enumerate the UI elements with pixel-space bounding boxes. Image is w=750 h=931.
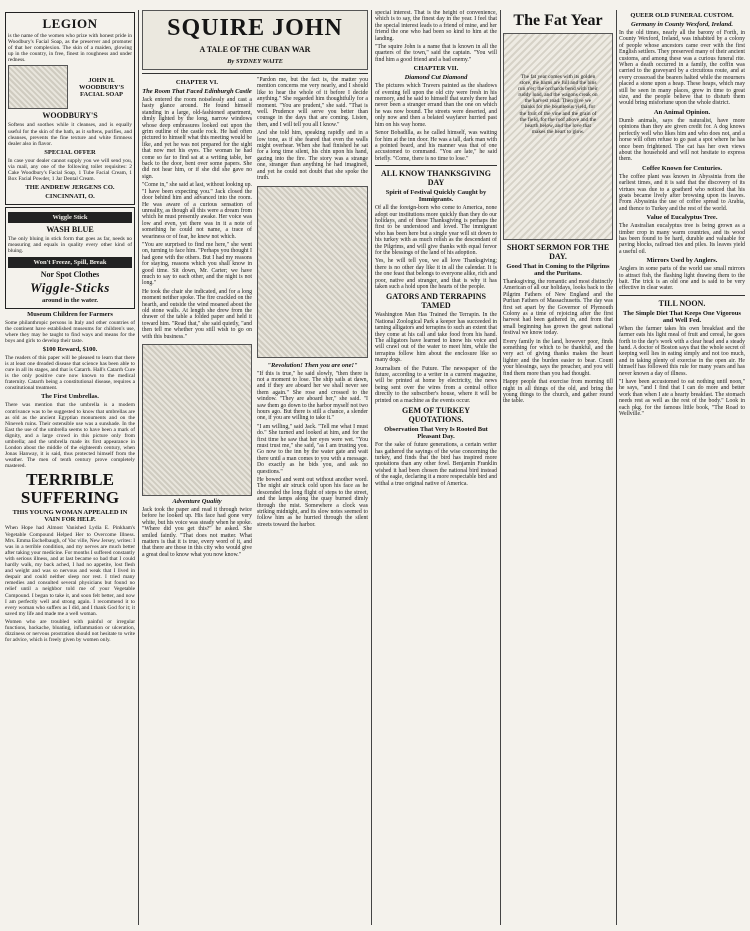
ad-offer-body: In case your dealer cannot supply you we will send you, via mail, any one of the following toilet requisites: 2 Cake Woodbury's Facial Soap, 1 Tube Facial Cream, 1 Box Facial Powder, 1 Jar Dental Cream. [8, 157, 132, 183]
story-illustration [142, 344, 252, 496]
section4-sub: Good That in Coming to the Pilgrims and the Puritans. [506, 263, 610, 277]
reward-body: The readers of this paper will be pleased to learn that there is at least one dreaded disease that science has been able to cure in all its stages, and that is Catarrh. Hall's Catarrh Cure is the only positive cure now known to the medical fraternity. Catarrh being a constitutional disease, requires a constitutional treatment. [5, 354, 135, 392]
byline: By SYDNEY WAITE [227, 58, 283, 65]
story-text-1: Jack entered the room noiselessly and cast a hasty glance around. He found himself standing in a large, old-fashioned apartment, dimly lighted by the long, narrow windows whose deep embrasures looked out upon the grim outline of the castle rock. He had often pictured to himself what this meeting would be like, and yet he was not prepared for the sight that now met his eyes. The woman he had come so far to find sat at a writing table, her back to the door, bent over some papers. She did not hear him, or if she did she gave no sign. [142, 97, 252, 180]
new-sub: The Simple Diet That Keeps One Vigorous and Well Fed. [623, 309, 741, 324]
ad-company: THE ANDREW JERGENS CO. [25, 184, 115, 192]
divider [375, 165, 497, 166]
section2-head: GATORS AND TERRAPINS TAMED [385, 292, 487, 311]
column-4 [503, 10, 613, 925]
animal-head: An Animal Opinion. [653, 108, 711, 116]
divider [142, 73, 368, 74]
masthead-title: SQUIRE JOHN [167, 15, 343, 41]
story-text-5: Jack took the paper and read it through twice before he looked up. His face had gone very white, but his voice was steady when he spoke. "Where did you get this?" he asked. She smiled faintly. "That does not matter. What matters is that it is true, every word of it, and that there are those in this city who would give a great deal to know what you now know." [142, 507, 252, 558]
new-title: TILL NOON. [658, 298, 706, 308]
ad-body: Softens and soothes while it cleanses, and is equally useful for the skin of the bath, as it softens, purifies, and cleanses, prevents the fine texture and white firmness dealer also in flavor. [8, 122, 132, 147]
terrible-head: TERRIBLE SUFFERING [20, 470, 120, 508]
section1-body: Of all the foreign-born who come to America, none adopt our institutions more quickly than they do our holidays, and of these Thanksgiving is perhaps the first to be understood and loved. The immigrant who has been here but a single year will sit down to his turkey with as much relish as the descendant of the Pilgrims, and will give thanks with equal fervor for the blessings of the land of his adoption. [375, 205, 497, 256]
section4-body-2: Every family in the land, however poor, finds something for which to be thankful, and the very act of giving thanks makes the heart lighter and the burden easier to bear. Count your blessings, says the preacher, and you will find them more than you had thought. [503, 338, 613, 377]
fat-year-poem-illustration [503, 33, 613, 240]
story-text-6: "Pardon me, but the fact is, the matter you mention concerns me very nearly, and I should like to hear the whole of it before I decide anything." She regarded him thoughtfully for a moment. "You are prudent," she said. "That is well. Prudence will serve you better than courage in the days that are coming. Listen, then, and I will tell you all I know." [257, 77, 368, 128]
mirrors-head: Mirrors Used by Anglers. [646, 257, 718, 265]
eucalyptus-body: The Australian eucalyptus tree is being grown as a timber crop in many warm countries, and its wood has been found to be hard, durable and valuable for paving blocks, railroad ties and piles. Its leaves yield a useful oil. [619, 223, 745, 255]
column-rule [500, 10, 501, 925]
fat-year-title: The Fat Year [513, 12, 603, 29]
wiggle-mid: Nor Spot Clothes [40, 269, 100, 279]
mirrors-body: Anglers in some parts of the world use small mirrors to attract fish, the flashing light drawing them to the bait. The trick is an old one and is said to be very effective in clear water. [619, 266, 745, 292]
section4-body-3: Happy people that exercise from morning till night in all things of the old, and bring the young things to the church, and gather round the table. [503, 379, 613, 405]
section1-body-2: Yes, he will tell you, we all love Thanksgiving; there is no other day like it in all the calendar. It is the one feast that belongs to everyone alike, rich and poor, native and stranger, and that is why it has taken such a hold upon the hearts of the people. [375, 258, 497, 290]
ad-offer: SPECIAL OFFER [44, 148, 96, 156]
story-continued-2: "The squire John is a name that is known in all the quarters of the town," said the captain. "You will find him a good friend and a bad enemy." [375, 44, 497, 63]
section1-head: ALL KNOW THANKSGIVING DAY [381, 169, 491, 188]
new-body-2: "I have been accustomed to eat nothing until noon," he says, "and I find that I can do more and better work than when I ate a hearty breakfast. The stomach needs rest as well as the rest of the body." Look in each pkg. for the famous little book, "The Road to Wellville." [619, 379, 745, 418]
masthead-subtitle: A TALE OF THE CUBAN WAR [199, 45, 311, 54]
fat-year-poem: The fat year comes with its golden store, the barns are full and the bins run o'er; the orchards bend with their ruddy load, and the wagons creak on the harvest road. Then give we thanks for the bounteous yield, for the fruit of the vine and the grain of the field, for the roof above and the hearth below, and the love that makes the heart to glow. [518, 74, 598, 135]
soap-box-image [8, 65, 68, 109]
column-2 [142, 10, 368, 925]
queer-sub: Germany in County Wexford, Ireland. [631, 21, 733, 28]
column-1 [5, 10, 135, 925]
wiggle-line: Won't Freeze, Spill, Break [8, 257, 132, 268]
section1-sub: Spirit of Festival Quickly Caught by Immigrants. [385, 189, 487, 204]
story-column-b [257, 77, 368, 917]
section2-body-2: Journalism of the Future. The newspaper of the future, according to a writer in a current magazine, will be printed at home by electricity, the news being sent over the wires from a central office directly to the subscriber's house, where it will be printed on a machine as the events occur. [375, 365, 497, 404]
coffee-body: The coffee plant was known in Abyssinia from the earliest times, and it is said that the discovery of its virtues was due to a goatherd who noticed that his goats became lively after browsing upon its leaves. From Abyssinia the use of coffee spread to Arabia, and thence to Turkey and the rest of the world. [619, 173, 745, 212]
wiggle-stick-ad [5, 207, 135, 308]
eucalyptus-head: Value of Eucalyptus Tree. [646, 214, 718, 222]
chapter-title: The Room That Faced Edinburgh Castle [142, 88, 252, 95]
wiggle-big: Wiggle-Sticks [30, 279, 110, 295]
story-text-4: He took the chair she indicated, and for a long moment neither spoke. The fire crackled on the hearth, and outside the wind moaned about the old stone walls. At length she drew from the drawer of the table a folded paper and held it toward him. "Read that," she said quietly, "and then tell me whether you still wish to go on with this business." [142, 288, 252, 340]
section4-body: Thanksgiving, the romantic and most distinctly American of all our holidays, looks back to the Pilgrim Fathers of New England and the Puritan Fathers of Massachusetts. The day was first set apart by the Governor of Plymouth Colony as a time of rejoicing after the first harvest had been gathered in, and from that small beginning has grown the great national festival we know today. [503, 279, 613, 337]
ad-subtitle: JOHN H. WOODBURY'S FACIAL SOAP [79, 76, 124, 98]
story-text-3: "You are surprised to find me here," she went on, turning to face him. "Perhaps you thought I had gone with the others. But I had my reasons for staying, reasons which you shall know in good time. Sit down, Mr. Carter; we have much to say to each other, and the night is not long." [142, 241, 252, 287]
story-illustration-2 [257, 186, 368, 358]
story-text-2: "Come in," she said at last, without looking up. "I have been expecting you." Jack closed the door behind him and advanced into the room. He was aware of a curious sensation of unreality, as though all this were a dream from which he must presently awake. Her voice was low and even, yet there was in it a note of something he could not name, a trace of weariness or of fear, he knew not which. [142, 182, 252, 240]
story-text-8: "If this is true," he said slowly, "then there is not a moment to lose. The ship sails at dawn, and if they are aboard her we shall never see them again." She rose and crossed to the window. "They are aboard her," she said. "I saw them go down to the harbor myself not two hours ago. But there is still a chance, a slender one, if you are willing to take it." [257, 370, 368, 422]
woodbury-ad [5, 12, 135, 205]
coffee-head: Coffee Known for Centuries. [641, 164, 723, 172]
story-text-12: Senor Bobadilla, as he called himself, was waiting for him at the inn door. He was a tall, dark man with a pointed beard, and his manner was that of one accustomed to command. "You are late," he said briefly. "Come, there is no time to lose." [375, 130, 497, 162]
story-continued-1: special interest. That is the height of convenience, which is to say, the finest day in the year. I feel that the special interest leads to a friend of mine, and her friend the one who had been so kind to him at the landing. [375, 10, 497, 42]
queer-head: QUEER OLD FUNERAL CUSTOM. [630, 12, 734, 19]
terrible-sub: THIS YOUNG WOMAN APPEALED IN VAIN FOR HELP. [12, 509, 128, 524]
section4-head: SHORT SERMON FOR THE DAY. [506, 243, 610, 261]
illus-caption: Adventure Quality [172, 498, 222, 506]
wiggle-desc: The only bluing in stick form that goes as far, needs no measuring and equals in quality every other kind of bluing. [8, 236, 132, 255]
queer-body: In the old times, nearly all the barony of Forth, in County Wexford, Ireland, was inhabited by a colony of people whose ancestors came over with the first English settlers. They preserved many of their ancient customs, and among these was a curious funeral rite. When a death occurred in a family, the coffin was carried to the graveyard by a circuitous route, and at every crossroad the bearers halted while the mourners placed a stone upon a heap. These heaps, which may still be seen in many places, grew in time to great size, and the people believe that to disturb them would bring misfortune upon the whole district. [619, 30, 745, 107]
ad-intro: is the name of the women who prize with honest pride in Woodbury's Facial Soap, as the preserver and promoter of that her complexion. The skin of a maiden, glowing up in the country, in free, finest in roughness and under redness. [8, 33, 132, 64]
umbrella-head: The First Umbrellas. [41, 393, 99, 401]
chapter7-title: Diamond Cut Diamond [404, 74, 468, 82]
chapter7-heading: CHAPTER VII. [413, 65, 459, 73]
story-text-9: "I am willing," said Jack. "Tell me what I must do." She turned and looked at him, and for the first time he saw that her eyes were wet. "You must trust me," she said, "as I am trusting you. Go now to the inn by the water gate and wait there until a man comes to you with a message. Do exactly as he bids you, and ask no questions." [257, 423, 368, 475]
ad-brand: WOODBURY'S [42, 111, 98, 121]
wiggle-wash-blue: WASH BLUE [46, 225, 94, 235]
reward-head: $100 Reward, $100. [42, 345, 98, 353]
section3-head: GEM OF TURKEY QUOTATIONS. [401, 406, 470, 425]
ad-title: LEGION [42, 16, 98, 31]
section2-body: Washington Man Has Trained the Terrapin. In the National Zoological Park a keeper has succeeded in taming alligators and terrapins to such an extent that they come at his call and take food from his hand. The alligators have learned to know his voice and will crawl out of the water to meet him, while the terrapins follow him about the enclosure like so many dogs. [375, 312, 497, 364]
illus2-caption: "Revolution! Then you are one!" [267, 361, 358, 369]
umbrella-body: There was mention that the umbrella is a modern contrivance was to be suggested to know that umbrellas are as old as the ancient Egyptian monuments and on the Nineveh ruins. Their ostensible use was a sunshade. In the East the use of the umbrella seems to have been a mark of dignity, and a large crowd in this picture only from umbrella; and the umbrella made its first appearance in London about the middle of the eighteenth century, when Jonas Hanway, it is said, thus protected himself from the weather. The men of tenth century prove completely mastered. [5, 402, 135, 470]
story-text-11: The pictures which Travers painted as the shadows of evening fell upon the old city were fresh in his memory, and he said to himself that surely there had never been a stranger errand than the one on which he was now bound. The streets were deserted, and only now and then a belated wayfarer hurried past him on his way home. [375, 83, 497, 128]
column-rule [371, 10, 372, 925]
section3-body: For the sake of future generations, a certain writer has gathered the sayings of the wise concerning the turkey, and finds that the bird has inspired more quotations than any other fowl. Benjamin Franklin wished it had been chosen the national bird instead of the eagle, declaring it a more respectable bird and withal a true original native of America. [375, 442, 497, 487]
terrible-body-2: Women who are troubled with painful or irregular functions, backache, bloating, inflammation or ulceration, dizziness or nervous prostration should not hesitate to write for advice, which is freely given by women only. [5, 618, 135, 644]
new-body: When the farmer takes his own breakfast and the farmer eats his light meal of fruit and cereal, he goes forth to the day's work with a clear head and a steady hand. A doctor of Boston says that the whole secret of keeping well lies in eating simply and not too much, and in taking plenty of exercise in the open air. He himself has followed this rule for many years and has never known a day of illness. [619, 325, 745, 377]
column-rule [616, 10, 617, 925]
item-head: Museum Children for Farmers [27, 310, 113, 318]
column-5 [619, 10, 745, 925]
animal-body: Dumb animals, says the naturalist, have more opinions than they are given credit for. A dog knows perfectly well who likes him and who does not, and a horse will often refuse to go past a spot where he has once been frightened. The cat has her own views about the household and will not hesitate to express them. [619, 117, 745, 163]
item-body: Some philanthropic persons in Italy and other countries of the continent have established museums for children's use, where they may be taught to find ways and means for the boys and girls to develop their taste. [5, 319, 135, 344]
terrible-body: When Hope had Almost Vanished Lydia E. Pinkham's Vegetable Compound Helped Her to Overcome Illness. Mrs. Emma Eschelbaugh, of Vac ville, New Jersey, writes: I was in a terrible condition, and my nerves are much better after taking your medicine. For months I suffered constantly with serious illness, and at last became so bad that I could hardly walk, my back ached, I had no appetite, lost flesh and weight and was so nervous and weak that I lived in despair and could neither sleep nor rest. I tried many remedies and consulted several physicians but found no relief until a neighbor told me of your Vegetable Compound. I began to take it, and soon felt better, and now I am perfectly well and strong again. I recommend it to every woman who suffers as I did, and I thank God for it; it saved my life and made me a well woman. [5, 525, 135, 617]
masthead-banner [142, 10, 368, 70]
story-text-10: He bowed and went out without another word. The night air struck cold upon his face as he descended the long flight of steps to the street, and the lamps along the quay burned dimly through the mist. Somewhere a clock was striking midnight, and its slow notes seemed to follow him as he hurried through the silent streets toward the harbor. [257, 477, 368, 528]
ad-city: CINCINNATI, O. [45, 193, 95, 201]
wiggle-sub: around in the water. [42, 296, 98, 304]
column-rule [138, 10, 139, 925]
story-text-7: And she told him, speaking rapidly and in a low tone, as if she feared that even the walls might overhear. When she had finished he sat for a long time silent, his chin upon his hand, gazing into the fire. The story was a strange one, stranger than anything he had imagined, and yet he could not doubt that she spoke the truth. [257, 130, 368, 182]
chapter-heading: CHAPTER VI. [175, 79, 219, 86]
wiggle-top-label: Wiggle Stick [8, 212, 132, 223]
section3-sub: Observation That Very Is Rooted But Pleasant Day. [384, 426, 488, 441]
divider [619, 295, 745, 296]
story-column-a [142, 77, 252, 917]
column-3 [375, 10, 497, 925]
